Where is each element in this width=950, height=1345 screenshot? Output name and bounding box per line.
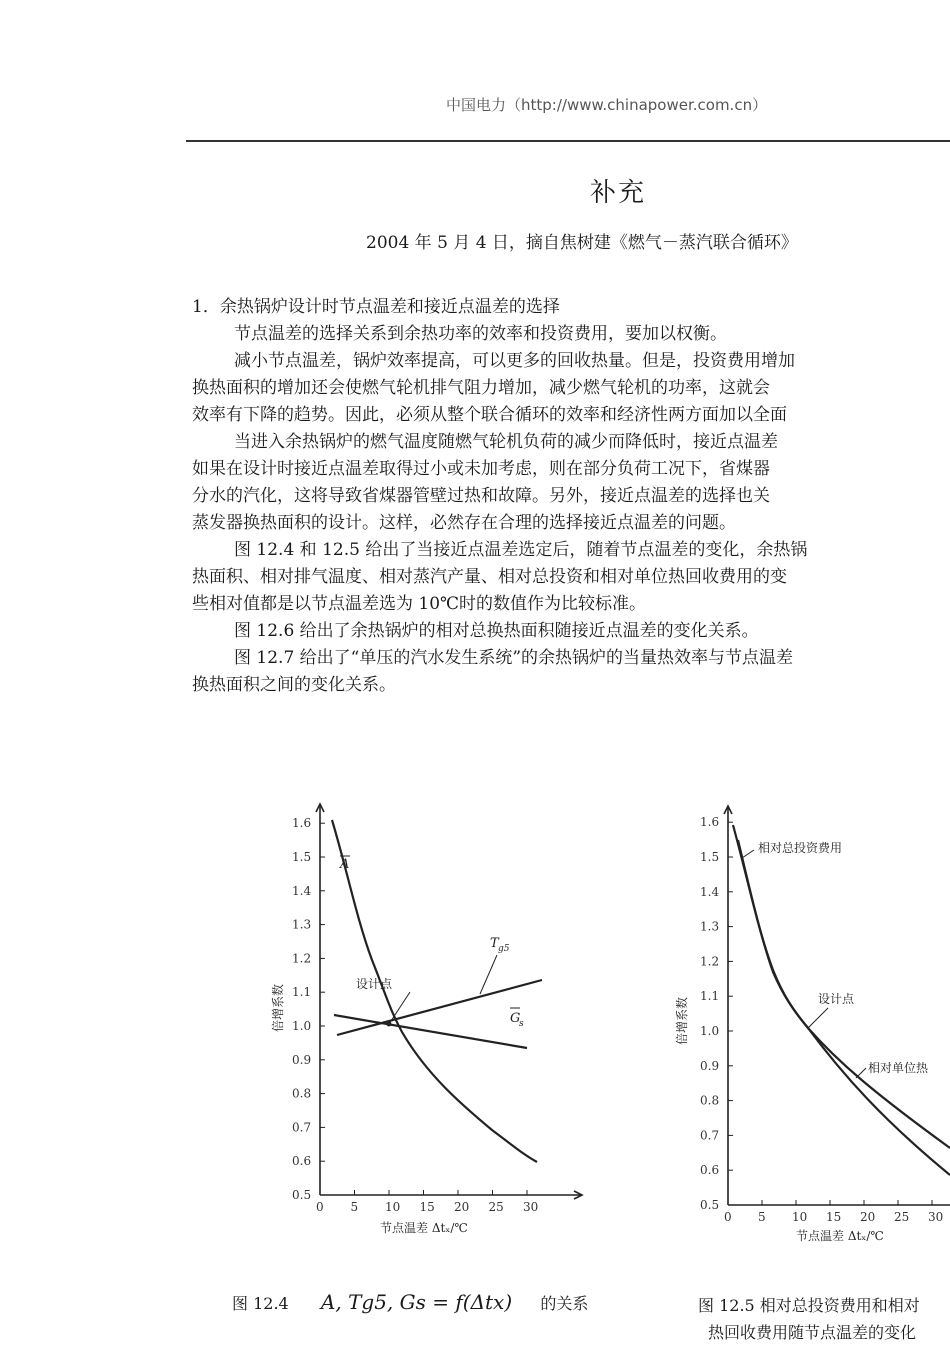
x-tick-label: 0 <box>724 1210 732 1224</box>
x-tick-label: 15 <box>826 1210 842 1224</box>
page-header: 中国电力（http://www.chinapower.com.cn） <box>446 96 768 114</box>
paragraph-line: 图 12.6 给出了余热锅炉的相对总换热面积随接近点温差的变化关系。 <box>234 621 759 641</box>
y-tick-label: 1.2 <box>700 954 720 969</box>
caption-formula: A, Tg5, Gs = f(Δtx) <box>320 1290 513 1314</box>
paragraph-line: 分水的汽化，这将导致省煤器管壁过热和故障。另外，接近点温差的选择也关 <box>192 486 770 506</box>
x-axis-label: 节点温差 Δtₓ/℃ <box>796 1229 884 1243</box>
y-tick-label: 1.1 <box>292 985 312 1000</box>
design-point-label: 设计点 <box>818 992 855 1006</box>
y-tick-label: 1.0 <box>700 1024 720 1038</box>
y-tick-label: 0.9 <box>700 1058 720 1073</box>
curve-Gs <box>334 1015 527 1048</box>
curve-relative-total-investment <box>733 825 950 1148</box>
label-relative-investment: 相对总投资费用 <box>758 841 843 855</box>
y-tick-label: 1.1 <box>700 989 720 1004</box>
y-tick-label: 1.4 <box>700 884 720 899</box>
figure-12-4-caption <box>232 1290 588 1314</box>
paragraph-line: 换热面积的增加还会使燃气轮机排气阻力增加，减少燃气轮机的功率，这就会 <box>192 378 770 398</box>
x-tick-label: 25 <box>488 1200 504 1214</box>
y-tick-label: 0.9 <box>292 1052 312 1067</box>
figure-12-5-caption-line1: 图 12.5 相对总投资费用和相对 <box>698 1296 920 1315</box>
y-axis-label: 倍增系数 <box>675 996 689 1045</box>
y-tick-label: 1.3 <box>292 917 312 932</box>
x-tick-label: 10 <box>385 1200 401 1214</box>
caption-suffix: 的关系 <box>540 1294 589 1313</box>
y-tick-label: 1.0 <box>292 1019 312 1033</box>
x-tick-label: 20 <box>860 1210 876 1224</box>
curve-Gs-label: G <box>510 1011 521 1026</box>
x-tick-label: 0 <box>316 1200 324 1214</box>
curve-Tg5-label: T <box>490 936 499 951</box>
paragraph-line: 减小节点温差，锅炉效率提高，可以更多的回收热量。但是，投资费用增加 <box>234 351 795 371</box>
figure-12-4 <box>262 800 592 1250</box>
y-tick-label: 1.5 <box>292 850 312 864</box>
y-tick-label: 1.3 <box>700 919 720 934</box>
y-tick-label: 0.5 <box>700 1198 720 1212</box>
y-tick-label: 0.7 <box>292 1120 312 1135</box>
body-text <box>192 294 950 699</box>
paragraph-line: 些相对值都是以节点温差选为 10℃时的数值作为比较标准。 <box>192 594 647 614</box>
paragraph-line: 图 12.7 给出了“单压的汽水发生系统”的余热锅炉的当量热效率与节点温差 <box>234 648 794 668</box>
curve-A-label: A <box>340 857 350 872</box>
y-tick-label: 1.2 <box>292 951 312 966</box>
y-tick-label: 1.5 <box>700 850 720 864</box>
paragraph-line: 换热面积之间的变化关系。 <box>192 675 396 695</box>
paragraph-line: 节点温差的选择关系到余热功率的效率和投资费用，要加以权衡。 <box>234 324 727 344</box>
y-tick-label: 1.6 <box>292 816 312 831</box>
label-relative-unit: 相对单位热 <box>868 1061 929 1075</box>
y-tick-label: 0.6 <box>292 1154 312 1169</box>
x-tick-label: 15 <box>419 1200 435 1214</box>
y-axis-label: 倍增系数 <box>271 983 285 1032</box>
y-tick-label: 0.8 <box>700 1093 720 1108</box>
x-axis-label: 节点温差 Δtₓ/℃ <box>380 1221 468 1235</box>
figure-12-5 <box>668 800 950 1250</box>
caption-prefix: 图 12.4 <box>232 1294 289 1313</box>
curve-Tg5-sub: g5 <box>498 944 510 954</box>
x-tick-label: 30 <box>928 1210 944 1224</box>
section-heading: 1．余热锅炉设计时节点温差和接近点温差的选择 <box>192 297 560 317</box>
paragraph-line: 效率有下降的趋势。因此，必须从整个联合循环的效率和经济性两方面加以全面 <box>192 405 787 425</box>
paragraph-line: 如果在设计时接近点温差取得过小或未加考虑，则在部分负荷工况下，省煤器 <box>192 459 770 479</box>
y-tick-label: 0.6 <box>700 1163 720 1178</box>
x-tick-label: 5 <box>350 1200 359 1214</box>
y-tick-label: 0.7 <box>700 1128 720 1143</box>
page-subtitle: 2004 年 5 月 4 日，摘自焦树建《燃气－蒸汽联合循环》 <box>366 233 798 253</box>
x-tick-label: 30 <box>523 1200 539 1214</box>
paragraph-line: 图 12.4 和 12.5 给出了当接近点温差选定后，随着节点温差的变化，余热锅 <box>234 540 808 560</box>
paragraph-line: 热面积、相对排气温度、相对蒸汽产量、相对总投资和相对单位热回收费用的变 <box>192 567 787 587</box>
paragraph-line: 当进入余热锅炉的燃气温度随燃气轮机负荷的减少而降低时，接近点温差 <box>234 432 778 452</box>
page-title: 补充 <box>590 178 647 208</box>
y-tick-label: 1.6 <box>700 815 720 830</box>
x-tick-label: 20 <box>454 1200 470 1214</box>
x-tick-label: 10 <box>792 1210 808 1224</box>
y-tick-label: 0.5 <box>292 1188 312 1202</box>
y-tick-label: 1.4 <box>292 883 312 898</box>
y-tick-label: 0.8 <box>292 1086 312 1101</box>
design-point-label: 设计点 <box>356 977 393 991</box>
x-tick-label: 5 <box>758 1210 766 1224</box>
curve-A <box>332 820 537 1162</box>
figure-12-5-caption-line2: 热回收费用随节点温差的变化 <box>708 1323 917 1342</box>
curve-Gs-sub: s <box>519 1019 524 1029</box>
paragraph-line: 蒸发器换热面积的设计。这样，必然存在合理的选择接近点温差的问题。 <box>192 513 736 533</box>
header-rule <box>186 140 950 142</box>
x-tick-label: 25 <box>894 1210 910 1224</box>
